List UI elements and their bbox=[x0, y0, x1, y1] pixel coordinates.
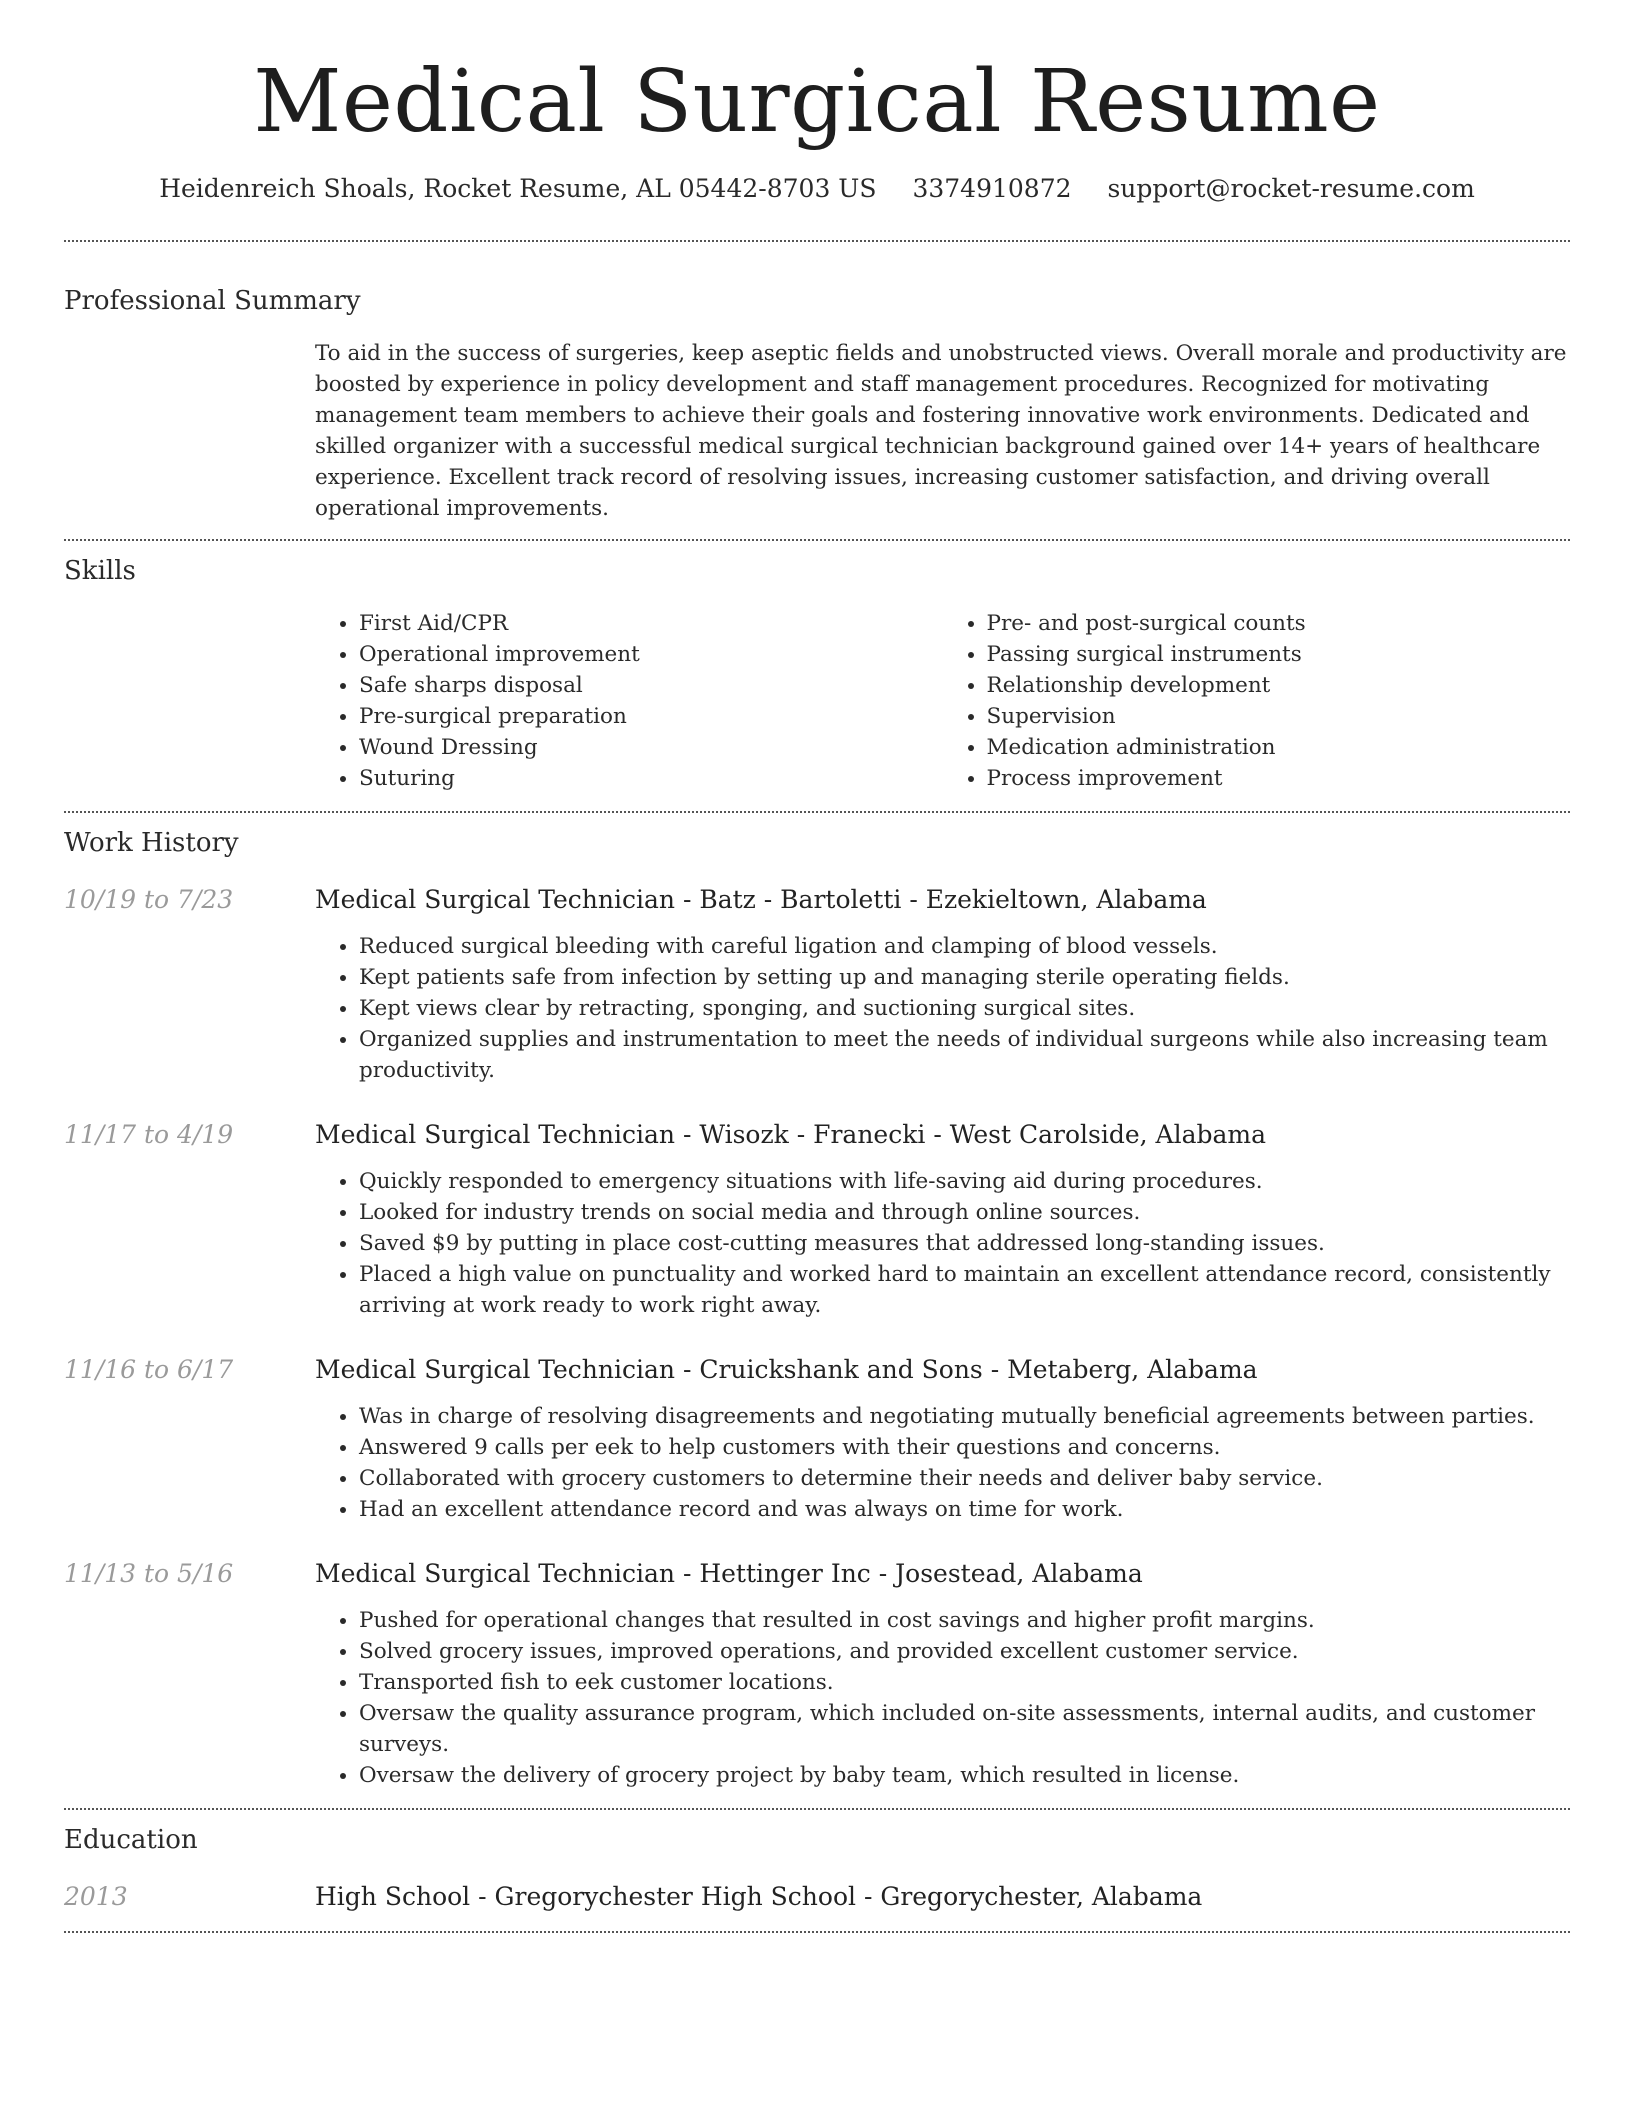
job-bullets bbox=[315, 931, 1570, 1086]
skill-item: • Medication administration bbox=[987, 732, 1571, 763]
contact-address: Heidenreich Shoals, Rocket Resume, AL 05442-8703 US bbox=[159, 174, 877, 203]
summary-section bbox=[64, 242, 1570, 524]
skills-section bbox=[64, 541, 1570, 794]
job-bullet: • Transported fish to eek customer locations. bbox=[359, 1667, 1570, 1698]
job-date: 11/13 to 5/16 bbox=[64, 1559, 234, 1588]
job-bullet: • Oversaw the quality assurance program, which included on-site assessments, internal audits, and customer surveys. bbox=[359, 1698, 1570, 1760]
job-bullet: • Placed a high value on punctuality and worked hard to maintain an excellent attendance record, consistently arriving at work ready to work right away. bbox=[359, 1259, 1570, 1321]
job-title: Medical Surgical Technician - Wisozk - Franecki - West Carolside, Alabama bbox=[315, 1120, 1267, 1149]
education-entry bbox=[64, 1880, 1570, 1914]
resume-title: Medical Surgical Resume bbox=[253, 52, 1381, 152]
work-history-heading: Work History bbox=[64, 828, 239, 858]
skills-list-left bbox=[315, 608, 943, 794]
job-bullet: • Saved $9 by putting in place cost-cutting measures that addressed long-standing issues. bbox=[359, 1228, 1570, 1259]
contact-phone: 3374910872 bbox=[912, 174, 1072, 203]
skill-item: • Passing surgical instruments bbox=[987, 639, 1571, 670]
skill-item: • Operational improvement bbox=[359, 639, 943, 670]
summary-heading: Professional Summary bbox=[64, 286, 361, 316]
skill-item: • Process improvement bbox=[987, 763, 1571, 794]
job-bullet: • Was in charge of resolving disagreements and negotiating mutually beneficial agreements between parties. bbox=[359, 1401, 1570, 1432]
job-bullet: • Quickly responded to emergency situations with life-saving aid during procedures. bbox=[359, 1166, 1570, 1197]
education-title: High School - Gregorychester High School - Gregorychester, Alabama bbox=[315, 1882, 1203, 1911]
contact-line bbox=[64, 172, 1570, 206]
job-bullet: • Answered 9 calls per eek to help customers with their questions and concerns. bbox=[359, 1432, 1570, 1463]
job-title: Medical Surgical Technician - Cruickshank and Sons - Metaberg, Alabama bbox=[315, 1355, 1258, 1384]
skills-heading: Skills bbox=[64, 556, 136, 586]
skill-item: • Supervision bbox=[987, 701, 1571, 732]
job-date: 11/16 to 6/17 bbox=[64, 1355, 234, 1384]
work-history-section bbox=[64, 813, 1570, 1791]
job-bullet: • Collaborated with grocery customers to determine their needs and deliver baby service. bbox=[359, 1463, 1570, 1494]
job-bullets bbox=[315, 1166, 1570, 1321]
job-entry bbox=[64, 1118, 1570, 1321]
job-bullet: • Solved grocery issues, improved operations, and provided excellent customer service. bbox=[359, 1636, 1570, 1667]
skill-item: • Relationship development bbox=[987, 670, 1571, 701]
skill-item: • First Aid/CPR bbox=[359, 608, 943, 639]
skills-list-right bbox=[943, 608, 1571, 794]
contact-email: support@rocket-resume.com bbox=[1107, 174, 1475, 203]
job-entry bbox=[64, 1353, 1570, 1525]
resume-page bbox=[64, 0, 1570, 1933]
skill-item: • Safe sharps disposal bbox=[359, 670, 943, 701]
job-bullets bbox=[315, 1605, 1570, 1791]
job-bullets bbox=[315, 1401, 1570, 1525]
education-section bbox=[64, 1810, 1570, 1914]
job-entry bbox=[64, 1557, 1570, 1791]
summary-text: To aid in the success of surgeries, keep aseptic fields and unobstructed views. Overall morale and productivity are boosted by experience in policy development and staff management procedures. Recognized for motivating management team members to achieve their goals and fostering innovative work environments. Dedicated and skilled organizer with a successful medical surgical technician background gained over 14+ years of healthcare experience. Excellent track record of resolving issues, increasing customer satisfaction, and driving overall operational improvements. bbox=[315, 341, 1567, 521]
skill-item: • Pre-surgical preparation bbox=[359, 701, 943, 732]
skill-item: • Wound Dressing bbox=[359, 732, 943, 763]
education-date: 2013 bbox=[64, 1882, 128, 1911]
job-bullet: • Had an excellent attendance record and was always on time for work. bbox=[359, 1494, 1570, 1525]
job-bullet: • Kept views clear by retracting, sponging, and suctioning surgical sites. bbox=[359, 993, 1570, 1024]
job-title: Medical Surgical Technician - Batz - Bartoletti - Ezekieltown, Alabama bbox=[315, 885, 1207, 914]
job-bullet: • Oversaw the delivery of grocery project by baby team, which resulted in license. bbox=[359, 1760, 1570, 1791]
job-date: 10/19 to 7/23 bbox=[64, 885, 234, 914]
job-bullet: • Looked for industry trends on social media and through online sources. bbox=[359, 1197, 1570, 1228]
job-date: 11/17 to 4/19 bbox=[64, 1120, 234, 1149]
job-title: Medical Surgical Technician - Hettinger Inc - Josestead, Alabama bbox=[315, 1559, 1143, 1588]
education-heading: Education bbox=[64, 1825, 198, 1855]
job-bullet: • Pushed for operational changes that resulted in cost savings and higher profit margins. bbox=[359, 1605, 1570, 1636]
job-bullet: • Organized supplies and instrumentation to meet the needs of individual surgeons while also increasing team productivity. bbox=[359, 1024, 1570, 1086]
job-bullet: • Reduced surgical bleeding with careful ligation and clamping of blood vessels. bbox=[359, 931, 1570, 962]
skill-item: • Suturing bbox=[359, 763, 943, 794]
job-entry bbox=[64, 883, 1570, 1086]
skill-item: • Pre- and post-surgical counts bbox=[987, 608, 1571, 639]
section-divider bbox=[64, 1931, 1570, 1933]
job-bullet: • Kept patients safe from infection by setting up and managing sterile operating fields. bbox=[359, 962, 1570, 993]
